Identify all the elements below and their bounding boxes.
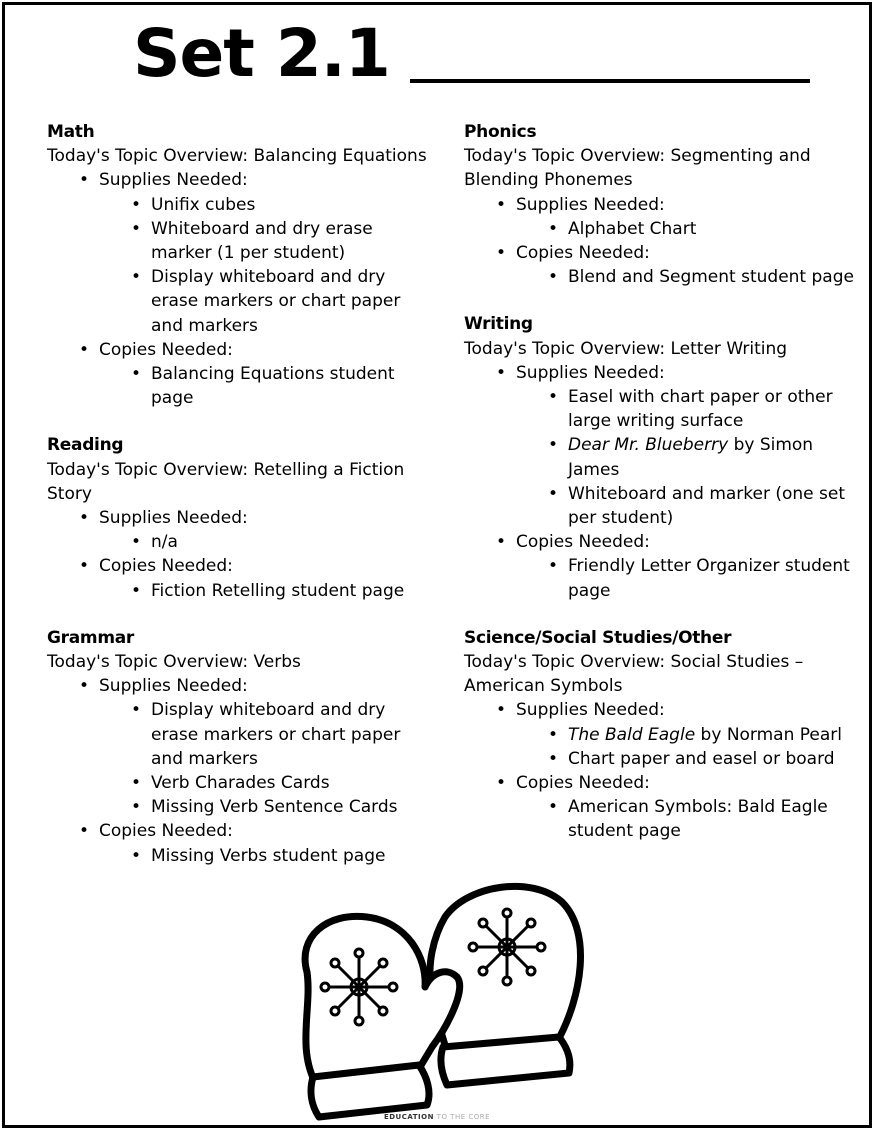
supplies-item — [99, 506, 427, 554]
list-item: • American Symbols: Bald Eagle student page — [568, 795, 854, 843]
phonics-section — [464, 120, 854, 289]
list-item: • Blend and Segment student page — [568, 265, 854, 289]
section-heading: Writing — [464, 314, 533, 335]
copies-label: Copies Needed: — [99, 339, 233, 360]
list-item: • Display whiteboard and dry erase markers or chart paper and markers — [151, 265, 427, 338]
list-item: • Alphabet Chart — [568, 217, 854, 241]
copies-item — [516, 530, 854, 603]
copies-label: Copies Needed: — [516, 532, 650, 553]
supplies-label: Supplies Needed: — [99, 508, 248, 529]
left-column — [47, 120, 427, 891]
list-item: • Whiteboard and dry erase marker (1 per student) — [151, 217, 427, 265]
supplies-label: Supplies Needed: — [99, 170, 248, 191]
book-author: by Norman Pearl — [695, 724, 843, 745]
topic-overview: Today's Topic Overview: Retelling a Fiction Story — [47, 459, 405, 504]
book-title: The Bald Eagle — [568, 724, 696, 745]
math-section — [47, 120, 427, 410]
topic-overview: Today's Topic Overview: Verbs — [47, 652, 301, 673]
topic-overview: Today's Topic Overview: Segmenting and Blending Phonemes — [464, 146, 811, 191]
supplies-label: Supplies Needed: — [516, 194, 665, 215]
list-item: • n/a — [151, 530, 427, 554]
section-heading: Reading — [47, 435, 124, 456]
copies-item — [99, 554, 427, 602]
book-author: by Simon James — [568, 435, 814, 480]
list-item — [568, 433, 854, 481]
name-blank-line — [410, 79, 810, 83]
copies-item — [99, 338, 427, 411]
supplies-label: Supplies Needed: — [516, 362, 665, 383]
topic-overview: Today's Topic Overview: Social Studies – American Symbols — [464, 652, 804, 697]
page — [2, 2, 872, 1128]
copies-label: Copies Needed: — [99, 556, 233, 577]
science-section — [464, 626, 854, 844]
section-heading: Science/Social Studies/Other — [464, 627, 732, 648]
list-item: • Missing Verbs student page — [151, 844, 427, 868]
supplies-item — [516, 361, 854, 530]
book-title: Dear Mr. Blueberry — [568, 435, 729, 456]
supplies-item — [516, 698, 854, 771]
list-item: • Display whiteboard and dry erase markers or chart paper and markers — [151, 698, 427, 771]
footer-logo — [5, 1113, 869, 1121]
copies-label: Copies Needed: — [516, 773, 650, 794]
list-item: • Verb Charades Cards — [151, 771, 427, 795]
copies-item — [516, 241, 854, 289]
list-item: • Balancing Equations student page — [151, 362, 427, 410]
title-row — [133, 11, 810, 91]
list-item: • Fiction Retelling student page — [151, 579, 427, 603]
brand-bold: EDUCATION — [383, 1113, 434, 1121]
right-column — [464, 120, 854, 867]
list-item — [568, 723, 854, 747]
copies-label: Copies Needed: — [516, 243, 650, 264]
list-item: • Chart paper and easel or board — [568, 747, 854, 771]
list-item: • Friendly Letter Organizer student page — [568, 554, 854, 602]
section-heading: Phonics — [464, 122, 537, 142]
supplies-label: Supplies Needed: — [99, 676, 248, 697]
section-heading: Grammar — [47, 627, 134, 648]
list-item: • Whiteboard and marker (one set per student) — [568, 482, 854, 530]
section-heading: Math — [47, 122, 95, 142]
grammar-section — [47, 626, 427, 868]
copies-item — [516, 771, 854, 844]
mittens-illustration — [267, 877, 597, 1127]
supplies-item — [99, 168, 427, 337]
list-item: • Missing Verb Sentence Cards — [151, 795, 427, 819]
list-item: • Easel with chart paper or other large writing surface — [568, 385, 854, 433]
page-title: Set 2.1 — [133, 15, 390, 92]
supplies-label: Supplies Needed: — [516, 700, 665, 721]
copies-item — [99, 819, 427, 867]
writing-section — [464, 312, 854, 602]
supplies-item — [516, 193, 854, 241]
list-item: • Unifix cubes — [151, 193, 427, 217]
topic-overview: Today's Topic Overview: Balancing Equations — [47, 146, 427, 167]
brand-light: TO THE CORE — [433, 1113, 491, 1121]
topic-overview: Today's Topic Overview: Letter Writing — [464, 338, 788, 359]
supplies-item — [99, 674, 427, 819]
reading-section — [47, 433, 427, 602]
copies-label: Copies Needed: — [99, 821, 233, 842]
